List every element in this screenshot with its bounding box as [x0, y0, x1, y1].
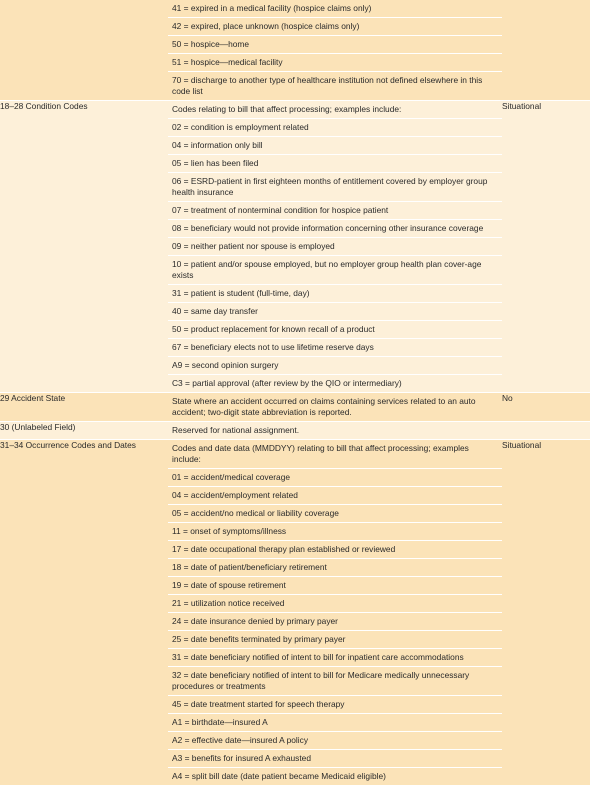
- code-line: 31 = patient is student (full-time, day): [168, 285, 502, 303]
- code-line: 45 = date treatment started for speech therapy: [168, 696, 502, 714]
- code-line: 17 = date occupational therapy plan established or reviewed: [168, 541, 502, 559]
- table-row: [0, 422, 590, 440]
- field-description: [168, 101, 502, 393]
- code-line: 24 = date insurance denied by primary payer: [168, 613, 502, 631]
- code-line: Reserved for national assignment.: [172, 425, 300, 435]
- field-availability: [502, 422, 590, 440]
- code-line: 05 = lien has been filed: [168, 155, 502, 173]
- table-row: [0, 440, 590, 786]
- code-line: 01 = accident/medical coverage: [168, 469, 502, 487]
- code-line: 41 = expired in a medical facility (hospice claims only): [168, 0, 502, 18]
- code-line: 02 = condition is employment related: [168, 119, 502, 137]
- code-line: 07 = treatment of nonterminal condition for hospice patient: [168, 202, 502, 220]
- code-line: Codes relating to bill that affect processing; examples include:: [168, 101, 502, 119]
- code-line: 04 = information only bill: [168, 137, 502, 155]
- code-line: 40 = same day transfer: [168, 303, 502, 321]
- table-row: [0, 101, 590, 393]
- code-line: 06 = ESRD-patient in first eighteen months of entitlement covered by employer group health insurance: [168, 173, 502, 202]
- code-line: State where an accident occurred on claims containing services related to an auto accident; two-digit state abbreviation is reported.: [172, 396, 476, 417]
- field-availability: Situational: [502, 101, 590, 393]
- field-name: 29 Accident State: [0, 393, 168, 422]
- code-line: 67 = beneficiary elects not to use lifetime reserve days: [168, 339, 502, 357]
- code-line: 25 = date benefits terminated by primary payer: [168, 631, 502, 649]
- code-line: 42 = expired, place unknown (hospice claims only): [168, 18, 502, 36]
- field-description: [168, 393, 502, 422]
- code-line: A3 = benefits for insured A exhausted: [168, 750, 502, 768]
- code-line: A4 = split bill date (date patient became Medicaid eligible): [172, 771, 386, 781]
- field-description: [168, 440, 502, 786]
- field-description: [168, 422, 502, 440]
- field-name: 30 (Unlabeled Field): [0, 422, 168, 440]
- field-description: [168, 0, 502, 101]
- code-line: 09 = neither patient nor spouse is employed: [168, 238, 502, 256]
- field-availability: Situational: [502, 440, 590, 786]
- field-name: 31–34 Occurrence Codes and Dates: [0, 440, 168, 786]
- code-line: A9 = second opinion surgery: [168, 357, 502, 375]
- code-line: 51 = hospice—medical facility: [168, 54, 502, 72]
- code-line: 21 = utilization notice received: [168, 595, 502, 613]
- code-line: 50 = product replacement for known recall of a product: [168, 321, 502, 339]
- code-line: 10 = patient and/or spouse employed, but no employer group health plan cover-age exists: [168, 256, 502, 285]
- table-row: [0, 0, 590, 101]
- code-line: 08 = beneficiary would not provide information concerning other insurance coverage: [168, 220, 502, 238]
- code-line: 11 = onset of symptoms/illness: [168, 523, 502, 541]
- field-name: [0, 0, 168, 101]
- field-availability: No: [502, 393, 590, 422]
- code-line: 18 = date of patient/beneficiary retirement: [168, 559, 502, 577]
- code-line: 31 = date beneficiary notified of intent to bill for inpatient care accommodations: [168, 649, 502, 667]
- code-line: 19 = date of spouse retirement: [168, 577, 502, 595]
- field-name: 18–28 Condition Codes: [0, 101, 168, 393]
- code-line: 05 = accident/no medical or liability coverage: [168, 505, 502, 523]
- code-line: Codes and date data (MMDDYY) relating to bill that affect processing; examples include:: [168, 440, 502, 469]
- code-line: 32 = date beneficiary notified of intent to bill for Medicare medically unnecessary procedures or treatments: [168, 667, 502, 696]
- code-line: 50 = hospice—home: [168, 36, 502, 54]
- code-line: A1 = birthdate—insured A: [168, 714, 502, 732]
- table-row: [0, 393, 590, 422]
- code-line: 04 = accident/employment related: [168, 487, 502, 505]
- code-line: 70 = discharge to another type of healthcare institution not defined elsewhere in this code list: [172, 75, 483, 96]
- code-line: A2 = effective date—insured A policy: [168, 732, 502, 750]
- field-availability: [502, 0, 590, 101]
- code-line: C3 = partial approval (after review by the QIO or intermediary): [172, 378, 402, 388]
